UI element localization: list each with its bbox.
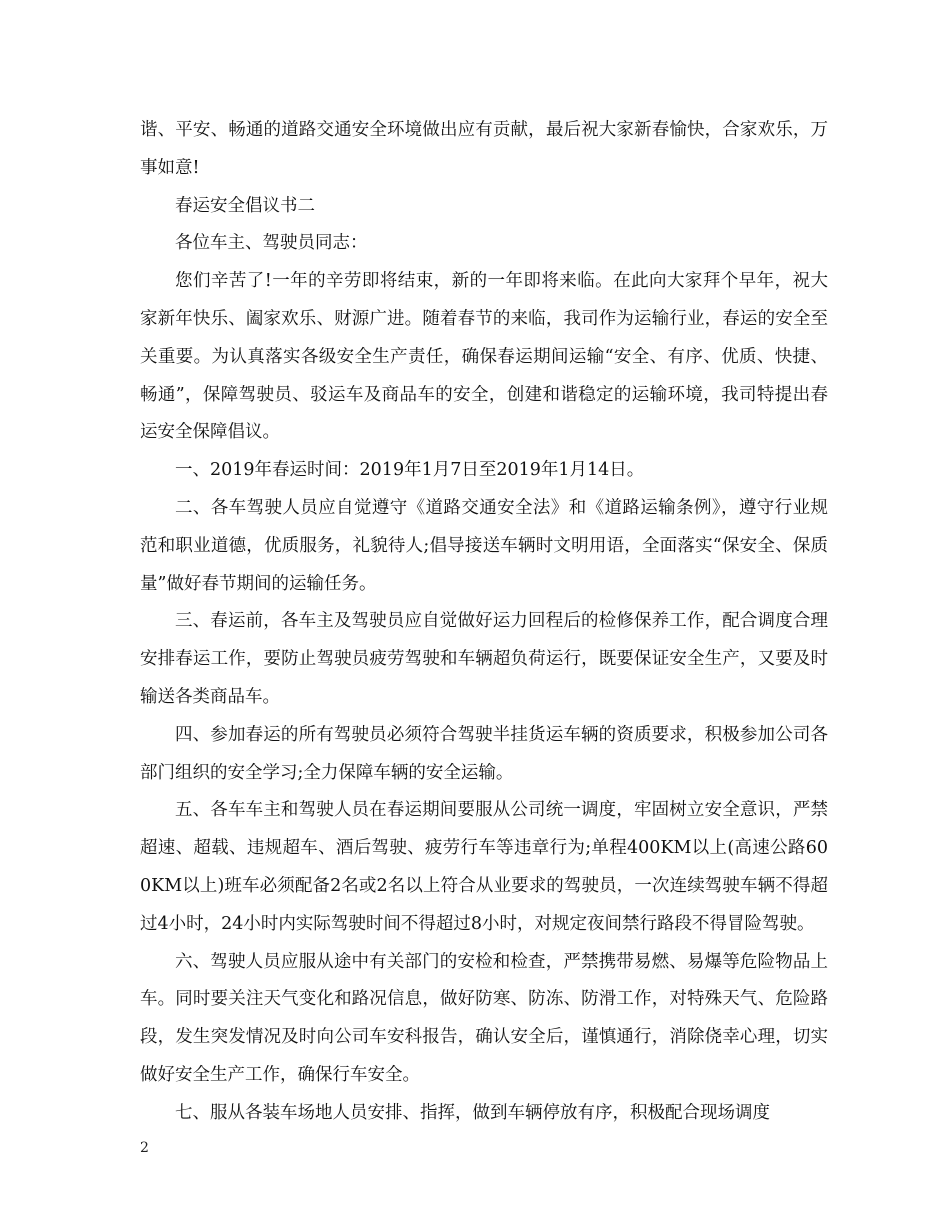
paragraph-item-7: 七、服从各装车场地人员安排、指挥，做到车辆停放有序，积极配合现场调度 (175, 1102, 770, 1123)
salutation: 各位车主、驾驶员同志： (175, 233, 368, 254)
page-number: 2 (140, 1140, 149, 1156)
paragraph-item-5: 五、各车车主和驾驶人员在春运期间要服从公司统一调度，牢固树立安全意识，严禁超速、超载、违规超车、酒后驾驶、疲劳行车等违章行为;单程400KM以上(高速公路600KM以上)班车必须配备2名或2名以上符合从业要求的驾驶员，一次连续驾驶车辆不得超过4小时，24小时内实际驾驶时间不得超过8小时，对规定夜间禁行路段不得冒险驾驶。 (140, 800, 828, 934)
paragraph-intro: 您们辛苦了!一年的辛劳即将结束，新的一年即将来临。在此向大家拜个早年，祝大家新年快乐、阖家欢乐、财源广进。随着春节的来临，我司作为运输行业，春运的安全至关重要。为认真落实各级安全生产责任，确保春运期间运输“安全、有序、优质、快捷、畅通”，保障驾驶员、驳运车及商品车的安全，创建和谐稳定的运输环境，我司特提出春运安全保障倡议。 (140, 271, 828, 443)
paragraph-item-6: 六、驾驶人员应服从途中有关部门的安检和检查，严禁携带易燃、易爆等危险物品上车。同时要关注天气变化和路况信息，做好防寒、防冻、防滑工作，对特殊天气、危险路段，发生突发情况及时向公司车安科报告，确认安全后，谨慎通行，消除侥幸心理，切实做好安全生产工作，确保行车安全。 (140, 951, 828, 1085)
section-heading: 春运安全倡议书二 (175, 195, 315, 216)
paragraph-item-2: 二、各车驾驶人员应自觉遵守《道路交通安全法》和《道路运输条例》，遵守行业规范和职业道德，优质服务，礼貌待人;倡导接送车辆时文明用语，全面落实“保安全、保质量”做好春节期间的运输任务。 (140, 497, 828, 594)
paragraph-item-1: 一、2019年春运时间：2019年1月7日至2019年1月14日。 (175, 460, 645, 481)
paragraph-item-3: 三、春运前，各车主及驾驶员应自觉做好运力回程后的检修保养工作，配合调度合理安排春运工作，要防止驾驶员疲劳驾驶和车辆超负荷运行，既要保证安全生产，又要及时输送各类商品车。 (140, 611, 828, 707)
paragraph-continuation: 谐、平安、畅通的道路交通安全环境做出应有贡献，最后祝大家新春愉快，合家欢乐，万事如意! (140, 120, 828, 178)
paragraph-item-4: 四、参加春运的所有驾驶员必须符合驾驶半挂货运车辆的资质要求，积极参加公司各部门组织的安全学习;全力保障车辆的安全运输。 (140, 724, 828, 783)
document-body (140, 112, 828, 1133)
